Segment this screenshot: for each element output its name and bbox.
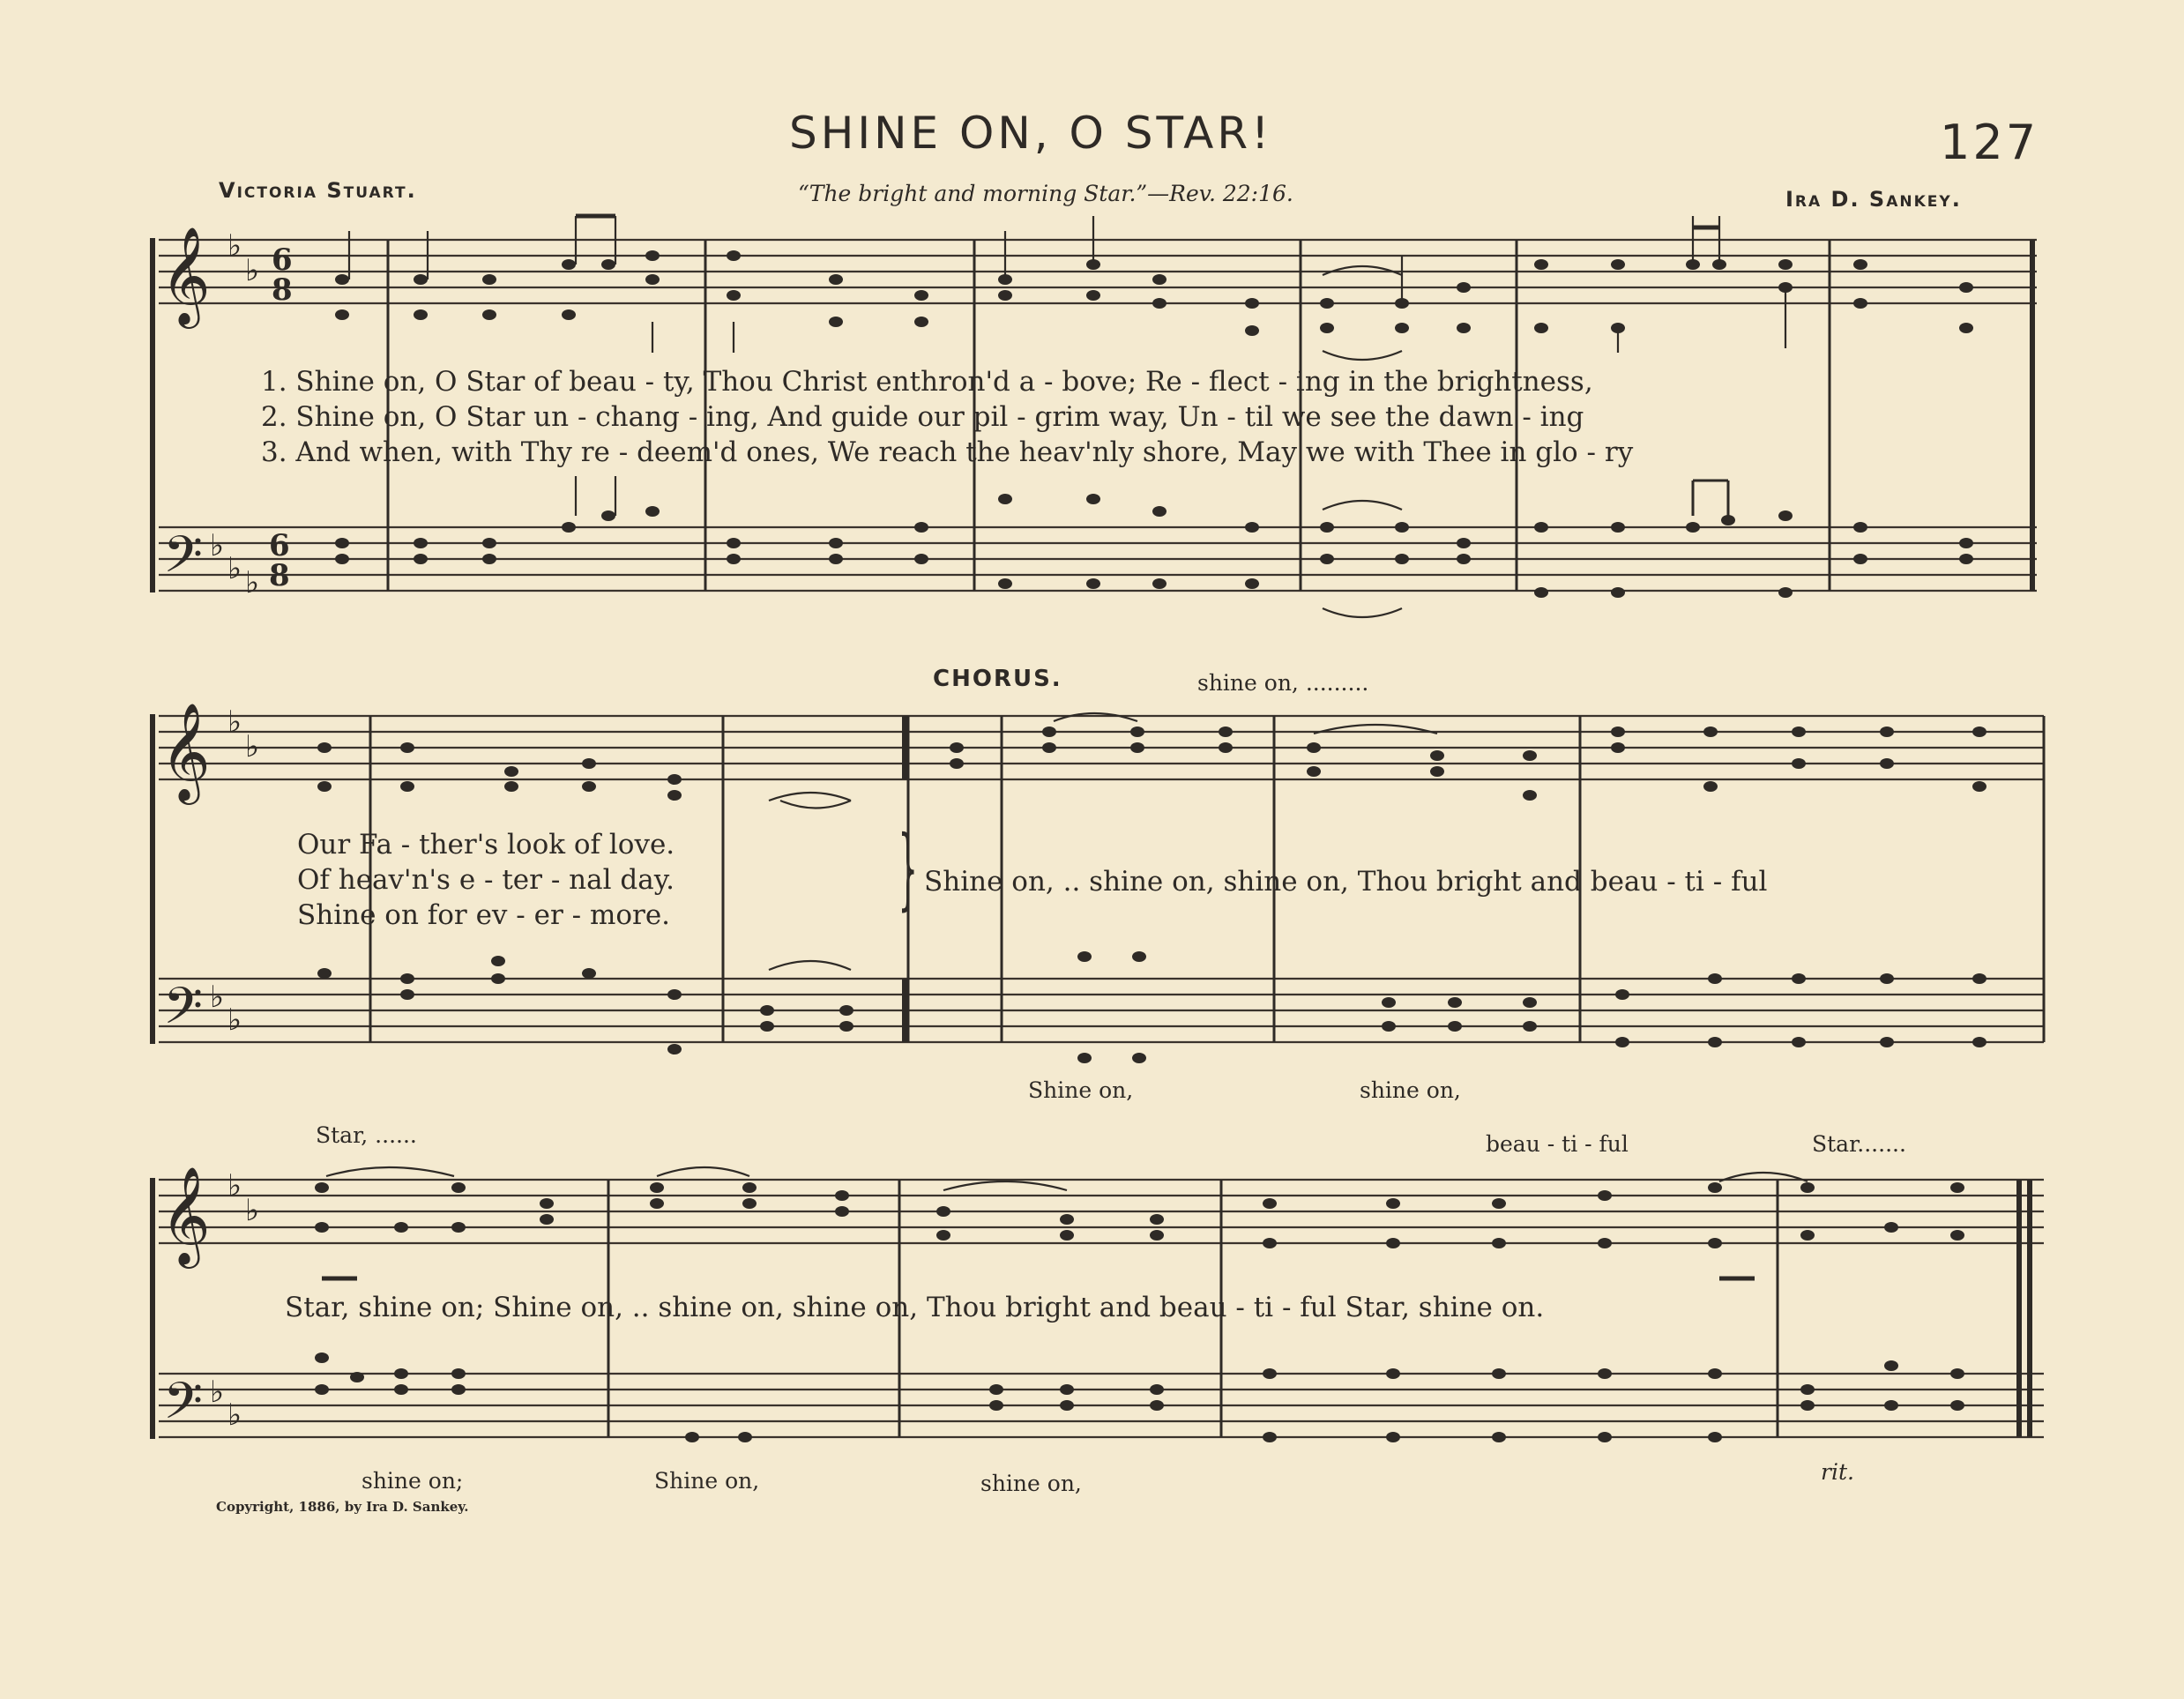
- staff-treble-2: [159, 716, 2044, 779]
- staff-treble-3: [159, 1180, 2044, 1243]
- svg-text:♭: ♭: [227, 228, 242, 264]
- svg-text:𝄢: 𝄢: [163, 1371, 204, 1443]
- composer-credit: Ira D. Sankey.: [1785, 187, 1962, 212]
- verse-3-line-1: 3. And when, with Thy re - deem'd ones, We reach the heav'nly shore, May we with Thee in glo - ry: [261, 436, 1634, 468]
- svg-text:8: 8: [269, 558, 290, 593]
- svg-text:𝄞: 𝄞: [160, 226, 211, 324]
- svg-text:♭: ♭: [245, 565, 260, 600]
- svg-text:♭: ♭: [227, 551, 242, 586]
- verse-brace: }: [898, 816, 918, 920]
- svg-text:𝄞: 𝄞: [160, 702, 211, 801]
- verse-2-line-2: Of heav'n's e - ter - nal day.: [297, 864, 675, 896]
- copyright-notice: Copyright, 1886, by Ira D. Sankey.: [216, 1499, 469, 1515]
- svg-text:♭: ♭: [227, 1002, 242, 1038]
- cue-bass-shine-on-2: shine on,: [1360, 1077, 1461, 1103]
- ritardando-marking: rit.: [1821, 1459, 1854, 1485]
- cue-star-top: Star, ......: [316, 1122, 417, 1148]
- hymn-title: SHINE ON, O STAR!: [789, 108, 1273, 159]
- cue-bass-shine-on-3: shine on;: [362, 1468, 464, 1494]
- svg-text:8: 8: [272, 272, 293, 308]
- svg-text:𝄢: 𝄢: [163, 976, 204, 1048]
- svg-text:♭: ♭: [227, 1397, 242, 1433]
- chorus-line-2: Star, shine on; Shine on, .. shine on, shine on, Thou bright and beau - ti - ful Star, shine on.: [285, 1292, 1545, 1323]
- svg-text:6: 6: [272, 242, 293, 278]
- chorus-label: CHORUS.: [933, 666, 1062, 692]
- lyricist-credit: Victoria Stuart.: [219, 178, 417, 203]
- svg-text:6: 6: [269, 528, 290, 563]
- svg-text:♭: ♭: [210, 1375, 225, 1410]
- svg-text:♭: ♭: [227, 1168, 242, 1203]
- chorus-line-1: Shine on, .. shine on, shine on, Thou bright and beau - ti - ful: [924, 866, 1768, 898]
- svg-text:𝄢: 𝄢: [163, 525, 204, 597]
- staff-bass-2: [159, 979, 2044, 1042]
- verse-3-line-2: Shine on for ev - er - more.: [297, 899, 671, 931]
- staff-bass-3: [159, 1374, 2044, 1437]
- verse-1-line-1: 1. Shine on, O Star of beau - ty, Thou Christ enthron'd a - bove; Re - flect - ing in the brightness,: [261, 366, 1593, 398]
- svg-text:♭: ♭: [210, 528, 225, 563]
- cue-star-top-right: Star.......: [1812, 1131, 1906, 1157]
- verse-2-line-1: 2. Shine on, O Star un - chang - ing, And guide our pil - grim way, Un - til we see the dawn - ing: [261, 401, 1584, 433]
- cue-bass-shine-on-1: Shine on,: [1028, 1077, 1134, 1103]
- svg-text:𝄞: 𝄞: [160, 1166, 211, 1264]
- svg-text:♭: ♭: [245, 253, 260, 288]
- cue-beautiful-top: beau - ti - ful: [1486, 1131, 1629, 1157]
- svg-text:♭: ♭: [210, 980, 225, 1015]
- svg-text:♭: ♭: [245, 729, 260, 764]
- cue-shine-on-top: shine on, .........: [1197, 670, 1369, 696]
- svg-text:♭: ♭: [245, 1193, 260, 1228]
- svg-text:♭: ♭: [227, 704, 242, 740]
- cue-bass-shine-on-5: shine on,: [980, 1471, 1082, 1496]
- epigraph: “The bright and morning Star.”—Rev. 22:16.: [798, 181, 1293, 206]
- cue-bass-shine-on-4: Shine on,: [654, 1468, 760, 1494]
- verse-1-line-2: Our Fa - ther's look of love.: [297, 829, 675, 861]
- page-number: 127: [1940, 115, 2039, 170]
